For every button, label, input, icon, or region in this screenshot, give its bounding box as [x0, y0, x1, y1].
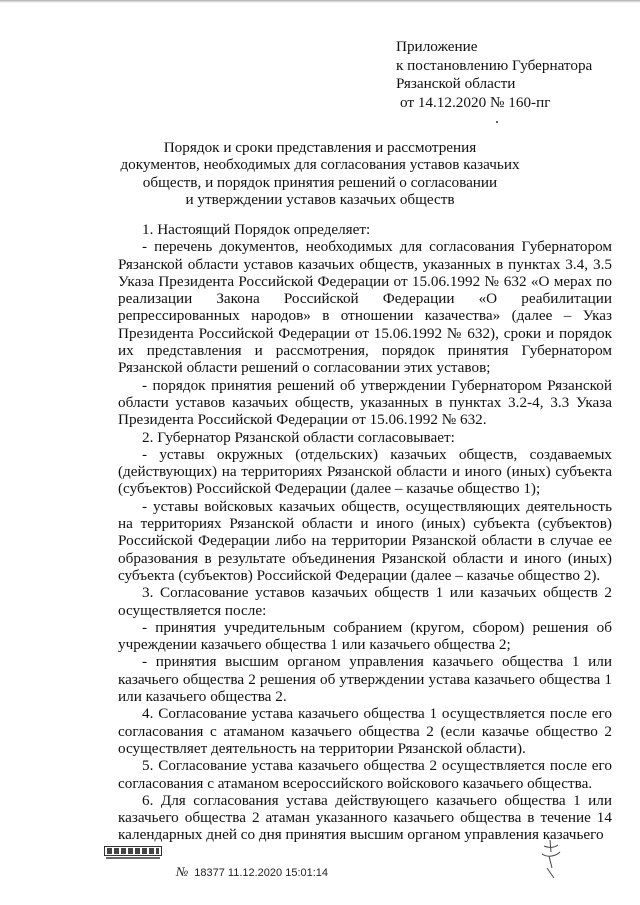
paragraph: 4. Согласование устава казачьего общества 1 осуществляется после его согласования с атаманом казачьего общества 2 (если казачье общество 2 осуществляет деятельность на территории Рязанской области). — [118, 705, 612, 757]
appendix-line: Приложение — [396, 38, 478, 55]
paragraph: - уставы окружных (отдельских) казачьих обществ, создаваемых (действующих) на территориях Рязанской области и иного (иных) субъекта (субъектов) Российской Федерации (далее – казачье общество 1); — [118, 445, 612, 498]
title-line: Порядок и сроки представления и рассмотрения — [163, 139, 477, 156]
title-line: документов, необходимых для согласования уставов казачьих — [120, 156, 520, 174]
number-sign: № — [176, 864, 189, 879]
registry-logo — [104, 846, 162, 865]
registry-logo-icon — [104, 846, 162, 860]
handwritten-mark-icon — [530, 838, 570, 880]
paragraph: 3. Согласование уставов казачьих обществ 1 или казачьих обществ 2 осуществляется после: — [118, 584, 612, 619]
paragraph: - уставы войсковых казачьих обществ, осуществляющих деятельность на территориях Рязанской области и иного (иных) субъекта (субъектов) Российской Федерации либо на территории Рязанской области в случае ее образования в результате объединения Рязанской области и иного (иных) субъекта (субъектов) Российской Федерации (далее – казачье общество 2). — [118, 497, 612, 584]
registration-stamp — [176, 864, 328, 880]
title-line: обществ, и порядок принятия решений о согласовании — [142, 173, 498, 191]
paragraph: - принятия высшим органом управления казачьего общества 1 или казачьего общества 2 решения об утверждении устава казачьего общества 1 или казачьего общества 2. — [118, 653, 612, 706]
appendix-line: Рязанской области — [396, 75, 516, 92]
scan-edge — [0, 0, 640, 3]
paragraph: 2. Губернатор Рязанской области согласовывает: — [142, 428, 455, 446]
registration-text: 18377 11.12.2020 15:01:14 — [194, 867, 329, 879]
paragraph: 5. Согласование устава казачьего общества 2 осуществляется после его согласования с атаманом всероссийского войскового казачьего общества. — [118, 757, 612, 792]
paragraph: - перечень документов, необходимых для согласования Губернатором Рязанской области уставов казачьих обществ, указанных в пунктах 3.4, 3.5 Указа Президента Российской Федерации от 15.06.1992 № 632 «О мерах по реализации Закона Российской Федерации «О реабилитации репрессированных народов» в отношении казачества» (далее – Указ Президента Российской Федерации от 15.06.1992 № 632), сроки и порядок их представления и рассмотрения, порядок принятия Губернатором Рязанской области решений о согласовании этих уставов; — [118, 238, 612, 377]
appendix-line: к постановлению Губернатора — [396, 56, 593, 74]
document-title — [110, 139, 530, 208]
scan-speck — [496, 121, 498, 123]
paragraph: 1. Настоящий Порядок определяет: — [142, 221, 371, 238]
paragraph: - порядок принятия решений об утверждении Губернатором Рязанской области уставов казачьих обществ, указанных в пунктах 3.2-4, 3.3 Указа Президента Российской Федерации от 15.06.1992 № 632. — [118, 376, 612, 429]
appendix-block — [396, 38, 592, 112]
document-body — [118, 221, 612, 844]
title-line: и утверждении уставов казачьих обществ — [185, 190, 455, 208]
appendix-date-line: от 14.12.2020 № 160-пг — [400, 93, 551, 111]
paragraph: - принятия учредительным собранием (кругом, сбором) решения об учреждении казачьего общества 1 или казачьего общества 2; — [118, 618, 612, 654]
paragraph: 6. Для согласования устава действующего казачьего общества 1 или казачьего общества 2 атаман указанного казачьего общества в течение 14 календарных дней со дня принятия высшим органом управления казачьего — [118, 791, 612, 844]
handwritten-mark — [530, 838, 570, 885]
